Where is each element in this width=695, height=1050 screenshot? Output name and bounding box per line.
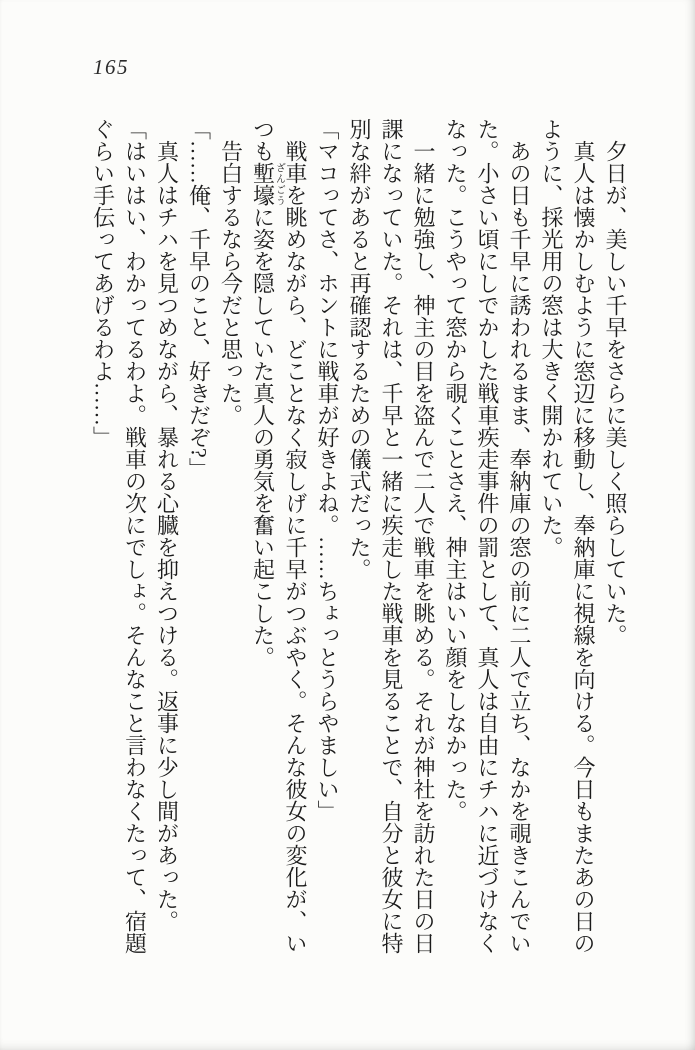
paragraph: あの日も千早に誘われるまま、奉納庫の窓の前に二人で立ち、なかを覗きこんでいた。小さい頃にしでかした戦車疾走事件の罰として、真人は自由にチハに近づけなくなった。こうやって窓から覗くことさえ、神主はいい顔をしなかった。 [443, 118, 532, 954]
paragraph: 戦車を眺めながら、どことなく寂しげに千早がつぶやく。そんな彼女の変化が、いつも塹壕ざんごうに姿を隠していた真人の勇気を奮い起こした。 [250, 118, 308, 954]
paragraph: 真人は懐かしむように窓辺に移動し、奉納庫に視線を向ける。今日もまたあの日のように、採光用の窓は大きく開かれていた。 [539, 118, 596, 954]
paragraph: 夕日が、美しい千早をさらに美しく照らしていた。 [603, 140, 628, 646]
ruby-annotated-word: 塹壕ざんごう [250, 162, 285, 206]
paragraph: 真人はチハを見つめながら、暴れる心臓を抑えつける。返事に少し間があった。 [154, 140, 180, 932]
paragraph: 一緒に勉強し、神主の目を盗んで二人で戦車を眺める。それが神社を訪れた日の日課になっていた。それは、千早と一緒に疾走した戦車を見ることで、自分と彼女に特別な絆があると再確認するための儀式だった。 [347, 118, 436, 954]
paragraph: 「マコってさ、ホントに戦車が好きよね。……ちょっとうらやましい」 [315, 118, 340, 822]
paragraph: 「はいはい、わかってるわよ。戦車の次にでしょ。そんなこと言わなくたって、宿題ぐらい手伝ってあげるわよ……」 [90, 118, 148, 954]
paragraph: 「……俺、千早のこと、好きだぞ?」 [186, 118, 212, 480]
paragraph: 告白するなら今だと思った。 [218, 140, 244, 426]
page-number: 165 [93, 55, 129, 79]
body-text [87, 118, 632, 954]
